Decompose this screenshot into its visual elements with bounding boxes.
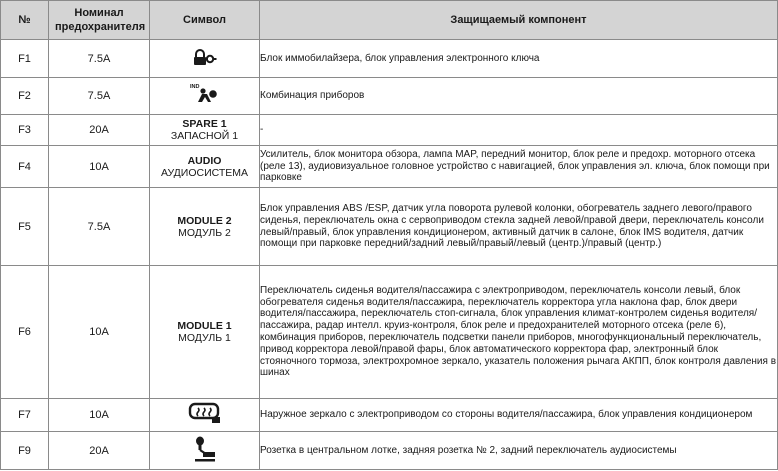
table-row-f3	[1, 115, 778, 146]
fuse-id: F7	[1, 399, 49, 432]
fuse-id: F5	[1, 188, 49, 266]
fuse-rating: 10A	[49, 266, 150, 399]
key-lock-icon	[193, 48, 217, 70]
fuse-symbol	[150, 115, 260, 146]
table-row-f4	[1, 146, 778, 188]
fuse-rating: 7.5A	[49, 40, 150, 78]
fuse-component: Блок управления ABS /ESP, датчик угла поворота рулевой колонки, обогреватель заднего левого/правого сиденья, переключатель окна с сервоприводом стекла задней левой/правой двери, переключатель консоли левый/правый, блок управления кондиционером, активный датчик в салоне, блок IMS водителя, датчик помощи при парковке передний/задний левый/правый/левый (центр.)/правый (центр.)	[260, 188, 778, 266]
fuse-component: Розетка в центральном лотке, задняя розетка № 2, задний переключатель аудиосистемы	[260, 432, 778, 470]
fuse-component: -	[260, 115, 778, 146]
symbol-en: SPARE 1	[182, 118, 227, 130]
fuse-rating: 20A	[49, 432, 150, 470]
fuse-component: Комбинация приборов	[260, 78, 778, 115]
fuse-rating: 10A	[49, 399, 150, 432]
fuse-symbol	[150, 266, 260, 399]
table-row-f6	[1, 266, 778, 399]
fuse-id: F3	[1, 115, 49, 146]
fuse-id: F9	[1, 432, 49, 470]
table-row-f2	[1, 78, 778, 115]
symbol-en: MODULE 2	[177, 214, 232, 227]
fuse-component: Наружное зеркало с электроприводом со стороны водителя/пассажира, блок управления кондиционером	[260, 399, 778, 432]
symbol-ru: МОДУЛЬ 2	[178, 226, 231, 239]
icon-text: IND	[189, 84, 199, 90]
fuse-symbol	[150, 40, 260, 78]
fuse-rating: 7.5A	[49, 188, 150, 266]
symbol-ru: МОДУЛЬ 1	[178, 332, 231, 344]
fuse-rating: 10A	[49, 146, 150, 188]
fuse-id: F2	[1, 78, 49, 115]
fuse-id: F4	[1, 146, 49, 188]
symbol-ru: ЗАПАСНОЙ 1	[170, 130, 239, 142]
power-outlet-icon	[192, 435, 218, 467]
table-row-f5	[1, 188, 778, 266]
fuse-symbol	[150, 399, 260, 432]
fuse-symbol	[150, 146, 260, 188]
symbol-ru: АУДИОСИСТЕМА	[160, 166, 249, 179]
symbol-en: AUDIO	[187, 154, 222, 167]
fuse-rating: 7.5A	[49, 78, 150, 115]
table-row-f1	[1, 40, 778, 78]
header-row	[1, 1, 778, 40]
fuse-component: Блок иммобилайзера, блок управления электронного ключа	[260, 40, 778, 78]
symbol-en: MODULE 1	[177, 320, 232, 332]
fuse-symbol	[150, 78, 260, 115]
header-component: Защищаемый компонент	[260, 1, 778, 40]
header-no: №	[1, 1, 49, 40]
fuse-component: Усилитель, блок монитора обзора, лампа MAP, передний монитор, блок реле и предохр. моторного отсека (реле 13), аудиовизуальное головное устройство с навигацией, блок управления эл. ключа, блок помощи при парковке	[260, 146, 778, 188]
fuse-symbol	[150, 432, 260, 470]
fuse-id: F6	[1, 266, 49, 399]
fuse-rating: 20A	[49, 115, 150, 146]
table-row-f9	[1, 432, 778, 470]
fuse-symbol	[150, 188, 260, 266]
header-rating: Номинал предохранителя	[49, 1, 150, 40]
table-row-f7	[1, 399, 778, 432]
header-symbol: Символ	[150, 1, 260, 40]
fuse-component: Переключатель сиденья водителя/пассажира с электроприводом, переключатель консоли левый, блок обогревателя сиденья водителя/пассажира, переключатель корректора угла наклона фар, блок двери водителя/пассажира, переключатель стоп-сигнала, блок управления климат-контролем сиденья водителя/пассажира, радар интелл. круиз-контроля, блок реле и предохранителей моторного отсека (реле 6), комбинация приборов, переключатель подсветки панели приборов, многофункциональный переключатель, привод корректора левой/правой фары, блок автоматического корректора фар, электронный блок стояночного тормоза, электрохромное зеркало, указатель положения рычага АКПП, блок контроля давления в шинах	[260, 266, 778, 399]
fuse-id: F1	[1, 40, 49, 78]
heated-mirror-icon	[188, 402, 222, 428]
airbag-indicator-icon	[190, 82, 220, 110]
